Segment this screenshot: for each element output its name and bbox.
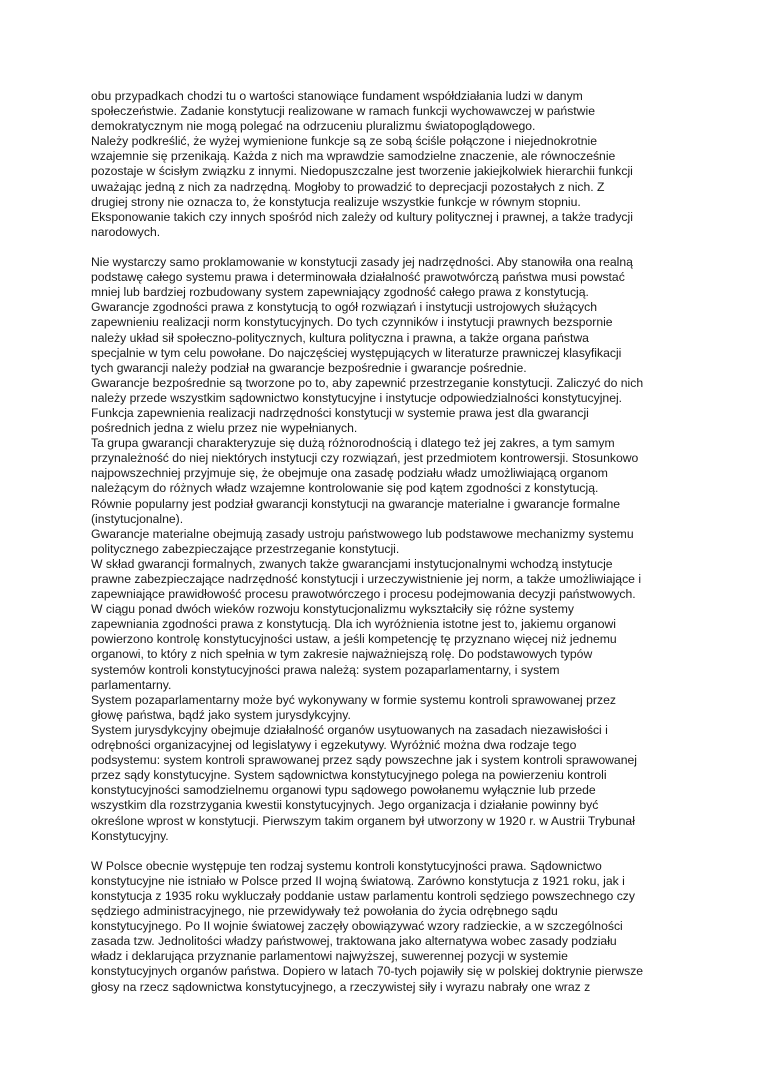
text-line: zasada tzw. Jednolitości władzy państwowej, traktowana jako alternatywa wobec zasady podziału xyxy=(91,934,617,949)
text-line: konstytucyjnego. Po II wojnie światowej zaczęły obowiązywać wzory radzieckie, a w szczególności xyxy=(91,919,623,934)
text-line: System jurysdykcyjny obejmuje działalność organów usytuowanych na zasadach niezawisłości i xyxy=(91,722,608,737)
text-line: wszystkim dla rozstrzygania kwestii konstytucyjnych. Jego organizacja i działanie powinny być xyxy=(91,798,599,813)
text-line: specjalnie w tym celu powołane. Do najczęściej występujących w literaturze prawniczej klasyfikacji xyxy=(91,345,622,360)
text-line: W ciągu ponad dwóch wieków rozwoju konstytucjonalizmu wykształciły się różne systemy xyxy=(91,602,574,617)
text-line: należy przede wszystkim sądownictwo konstytucyjne i instytucje odpowiedzialności konstytucyjnej. xyxy=(91,390,623,405)
text-line: wzajemnie się przenikają. Każda z nich ma wprawdzie samodzielne znaczenie, ale równocześnie xyxy=(91,149,616,164)
text-line: konstytucyjności samodzielnemu organowi typu sądowego powołanemu wyłącznie lub przede xyxy=(91,783,596,798)
document-page xyxy=(91,89,681,995)
text-line: parlamentarny. xyxy=(91,677,172,692)
text-line: Konstytucyjny. xyxy=(91,828,169,843)
text-line: W Polsce obecnie występuje ten rodzaj systemu kontroli konstytucyjności prawa. Sądownictwo xyxy=(91,858,602,873)
text-line: władz i deklarująca przyznanie parlamentowi najwyższej, suwerennej pozycji w systemie xyxy=(91,949,568,964)
text-line: Gwarancje zgodności prawa z konstytucją to ogół rozwiązań i instytucji ustrojowych służących xyxy=(91,300,598,315)
text-line: demokratycznym nie mogą polegać na odrzuceniu pluralizmu światopoglądowego. xyxy=(91,119,536,134)
text-line: konstytucyjne nie istniało w Polsce przed II wojną światową. Zarówno konstytucja z 1921 roku, jak i xyxy=(91,873,625,888)
text-line: System pozaparlamentarny może być wykonywany w formie systemu kontroli sprawowanej przez xyxy=(91,692,616,707)
text-line: narodowych. xyxy=(91,224,161,239)
text-line: obu przypadkach chodzi tu o wartości stanowiące fundament współdziałania ludzi w danym xyxy=(91,89,583,103)
text-line: Gwarancje materialne obejmują zasady ustroju państwowego lub podstawowe mechanizmy systemu xyxy=(91,526,634,541)
text-line: powierzono kontrolę konstytucyjności ustaw, a jeśli kompetencję tę przyznano więcej niż jednemu xyxy=(91,632,617,647)
text-line: zapewnieniu realizacji norm konstytucyjnych. Do tych czynników i instytucji prawnych bezspornie xyxy=(91,315,613,330)
text-line: głosy na rzecz sądownictwa konstytucyjnego, a rzeczywistej siły i wyrazu nabrały one wraz z xyxy=(91,979,591,994)
text-line: systemów kontroli konstytucyjności prawa należą: system pozaparlamentarny, i system xyxy=(91,662,560,677)
text-line: należy układ sił społeczno-politycznych, kultura polityczna i prawna, a także organa państwa xyxy=(91,330,589,345)
text-line: odrębności organizacyjnej od legislatywy i egzekutywy. Wyróżnić można dwa rodzaje tego xyxy=(91,738,577,753)
text-line: prawne zabezpieczające nadrzędność konstytucji i urzeczywistnienie jej norm, a także umożliwiające i xyxy=(91,572,642,586)
text-line: W skład gwarancji formalnych, zwanych także gwarancjami instytucjonalnymi wchodzą instytucje xyxy=(91,556,613,571)
paragraph-break xyxy=(91,240,681,255)
text-line: Funkcja zapewnienia realizacji nadrzędności konstytucji w systemie prawa jest dla gwarancji xyxy=(91,405,589,420)
text-line: zapewniania zgodności prawa z konstytucją. Dla ich wyróżnienia istotne jest to, jakiemu organowi xyxy=(91,617,617,632)
text-line: Równie popularny jest podział gwarancji konstytucji na gwarancje materialne i gwarancje formalne xyxy=(91,496,621,511)
text-line: pośrednich jedna z wielu przez nie wypełnianych. xyxy=(91,421,358,436)
text-line: przez sądy konstytucyjne. System sądownictwa konstytucyjnego polega na powierzeniu kontroli xyxy=(91,768,607,783)
text-line: konstytucja z 1935 roku wykluczały poddanie ustaw parlamentu kontroli sędziego powszechnego czy xyxy=(91,888,635,903)
text-line: należącym do różnych władz wzajemne kontrolowanie się pod kątem zgodności z konstytucją. xyxy=(91,481,599,496)
text-line: drugiej strony nie oznacza to, że konstytucja realizuje wszystkie funkcje w równym stopniu. xyxy=(91,194,581,209)
text-line: społeczeństwie. Zadanie konstytucji realizowane w ramach funkcji wychowawczej w państwie xyxy=(91,104,595,119)
text-line: Gwarancje bezpośrednie są tworzone po to, aby zapewnić przestrzeganie konstytucji. Zaliczyć do nich xyxy=(91,375,644,390)
text-line: określone wprost w konstytucji. Pierwszym takim organem był utworzony w 1920 r. w Austrii Trybunał xyxy=(91,813,635,828)
text-line: uważając jedną z nich za nadrzędną. Mogłoby to prowadzić to deprecjacji pozostałych z nich. Z xyxy=(91,179,605,194)
text-line: podstawę całego systemu prawa i determinowała działalność prawotwórczą państwa musi powstać xyxy=(91,270,625,285)
text-line: podsystemu: system kontroli sprawowanej przez sądy powszechne jak i system kontroli sprawowanej xyxy=(91,753,637,768)
text-line: Eksponowanie takich czy innych spośród nich zależy od kultury politycznej i prawnej, a także tradycji xyxy=(91,209,633,224)
text-line: Należy podkreślić, że wyżej wymienione funkcje są ze sobą ściśle połączone i niejednokrotnie xyxy=(91,134,598,149)
text-line: tych gwarancji należy podział na gwarancje bezpośrednie i gwarancje pośrednie. xyxy=(91,360,527,375)
text-line: przynależność do niej niektórych instytucji czy rozwiązań, jest przedmiotem kontrowersji. Stosunkowo xyxy=(91,451,639,466)
text-line: Ta grupa gwarancji charakteryzuje się dużą różnorodnością i dlatego też jej zakres, a tym samym xyxy=(91,436,615,451)
text-line: głowę państwa, bądź jako system jurysdykcyjny. xyxy=(91,707,351,722)
text-line: mniej lub bardziej rozbudowany system zapewniający zgodność całego prawa z konstytucją. xyxy=(91,285,589,300)
text-line: zapewniające prawidłowość procesu prawotwórczego i procesu podejmowania decyzji państwowych. xyxy=(91,587,636,602)
text-line: (instytucjonalne). xyxy=(91,511,184,526)
text-line: Nie wystarczy samo proklamowanie w konstytucji zasady jej nadrzędności. Aby stanowiła ona realną xyxy=(91,255,633,270)
text-line: organowi, to który z nich spełnia w tym zakresie najważniejszą rolę. Do podstawowych typów xyxy=(91,647,593,662)
text-line: politycznego zabezpieczające przestrzeganie konstytucji. xyxy=(91,541,400,556)
text-line: najpowszechniej przyjmuje się, że obejmuje ona zasadę podziału władz umożliwiającą organom xyxy=(91,466,608,481)
text-line: konstytucyjnych organów państwa. Dopiero w latach 70-tych pojawiły się w polskiej doktrynie pierwsze xyxy=(91,964,644,979)
text-line: sędziego administracyjnego, nie przewidywały też powołania do życia odrębnego sądu xyxy=(91,904,558,919)
text-line: pozostaje w ścisłym związku z innymi. Niedopuszczalne jest tworzenie jakiejkolwiek hierarchii funkcji xyxy=(91,164,633,179)
paragraph-break xyxy=(91,844,681,859)
